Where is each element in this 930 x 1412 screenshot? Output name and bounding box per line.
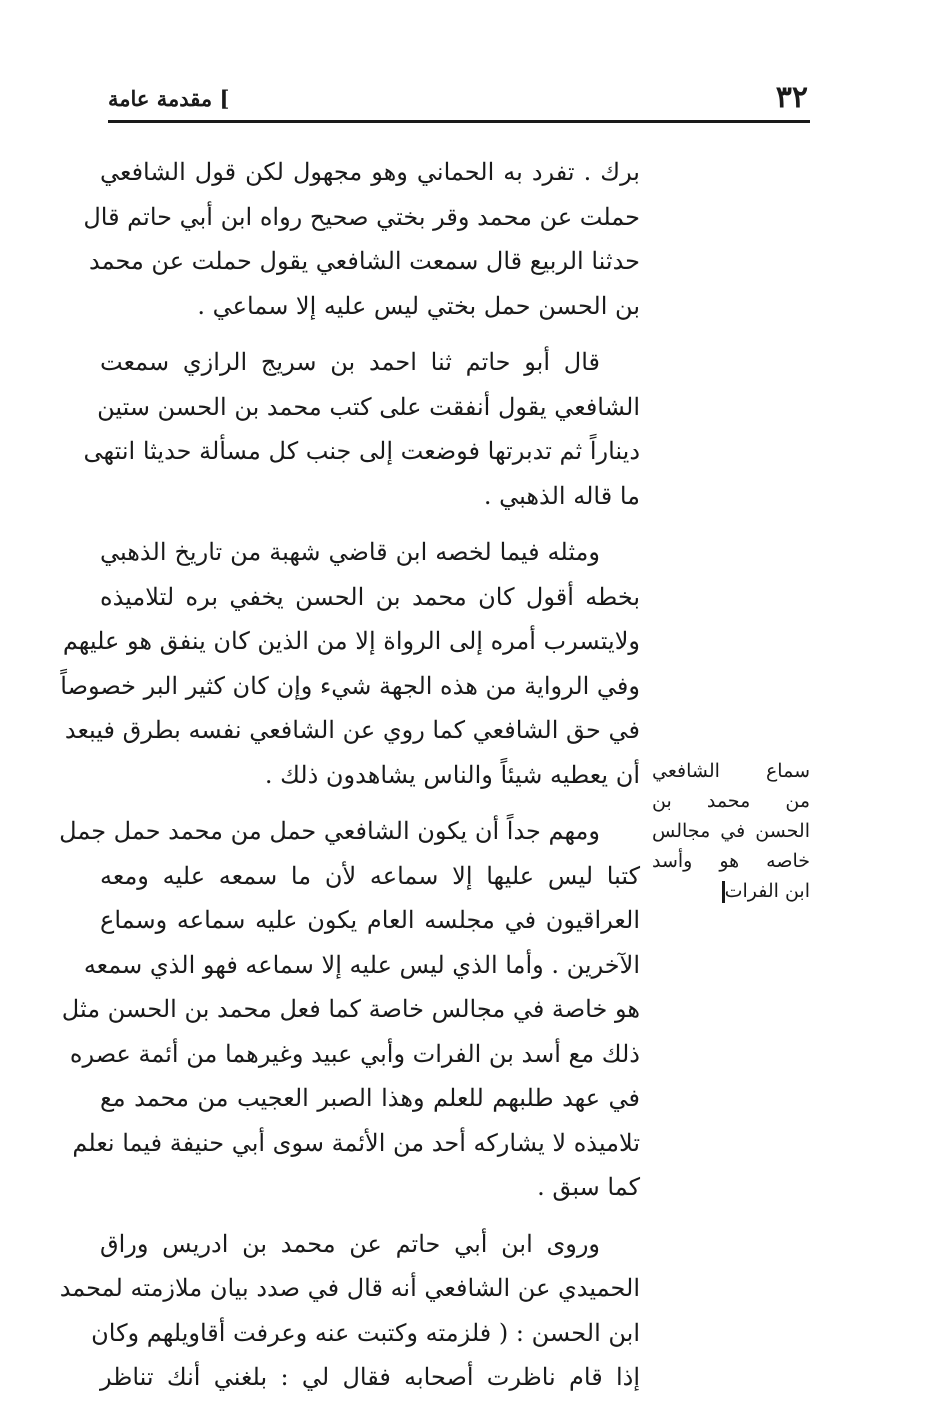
text-line: في عهد طلبهم للعلم وهذا الصبر العجيب من محمد مع: [100, 1084, 640, 1112]
margin-note-line: سماع الشافعي: [652, 760, 810, 782]
running-head: ] مقدمة عامة: [108, 86, 230, 111]
margin-note-line: خاصه هو وأسد: [652, 850, 810, 872]
margin-note-line: من محمد بن: [652, 790, 810, 812]
paragraph-3: [60, 530, 640, 797]
margin-note: [652, 756, 810, 906]
text-line: ما قاله الذهبي .: [483, 481, 640, 510]
text-line: وروى ابن أبي حاتم عن محمد بن ادريس وراق: [100, 1229, 600, 1258]
text-line: حدثنا الربيع قال سمعت الشافعي يقول حملت عن محمد: [88, 247, 640, 275]
page-number: ٣٢: [775, 80, 808, 115]
text-line: ومثله فيما لخصه ابن قاضي شهبة من تاريخ الذهبي: [100, 538, 600, 566]
text-line: ابن الحسن : ( فلزمته وكتبت عنه وعرفت أقاويلهم وكان: [91, 1318, 640, 1347]
text-line: كتبا ليس عليها إلا سماعه لأن ما سمعه عليه ومعه: [100, 861, 640, 890]
paragraph-2: [83, 340, 640, 518]
text-line: العراقيون في مجلسه العام يكون عليه سماعه وسماع: [100, 906, 640, 934]
text-line: برك . تفرد به الحماني وهو مجهول لكن قول الشافعي: [100, 158, 640, 186]
text-line: في حق الشافعي كما روي عن الشافعي نفسه بطرق فيبعد: [64, 716, 640, 744]
text-line: بن الحسن حمل بختي ليس عليه إلا سماعي .: [197, 291, 640, 320]
text-line: بخطه أقول كان محمد بن الحسن يخفي بره لتلاميذه: [100, 582, 640, 611]
text-line: ومهم جداً أن يكون الشافعي حمل من محمد حمل جمل: [59, 817, 600, 845]
margin-note-text: ابن الفرات: [724, 880, 810, 902]
text-line: هو خاصة في مجالس خاصة كما فعل محمد بن الحسن مثل: [61, 995, 640, 1023]
paragraph-4: [59, 809, 640, 1210]
text-line: أن يعطيه شيئاً والناس يشاهدون ذلك .: [264, 760, 640, 789]
text-line: ذلك مع أسد بن الفرات وأبي عبيد وغيرهما من أئمة عصره: [69, 1039, 640, 1068]
margin-note-line-last: [652, 876, 810, 906]
main-text: [59, 150, 640, 1412]
text-line: قال أبو حاتم ثنا احمد بن سريج الرازي سمعت: [100, 348, 600, 376]
text-line: ديناراً ثم تدبرتها فوضعت إلى جنب كل مسألة حديثا انتهى: [83, 437, 640, 465]
text-line: ولايتسرب أمره إلى الرواة إلا من الذين كان ينفق هو عليهم: [62, 627, 640, 655]
text-line: الآخرين . وأما الذي ليس عليه إلا سماعه فهو الذي سمعه: [83, 950, 640, 979]
text-line: حملت عن محمد وقر بختي صحيح رواه ابن أبي حاتم قال: [83, 202, 640, 231]
text-line: تلاميذه لا يشاركه أحد من الأئمة سوى أبي حنيفة فيما نعلم: [72, 1128, 640, 1157]
header-rule: [108, 120, 810, 123]
text-line: الشافعي يقول أنفقت على كتب محمد بن الحسن ستين: [97, 392, 640, 421]
text-line: كما سبق .: [537, 1173, 640, 1201]
text-line: وفي الرواية من هذه الجهة شيء وإن كان كثير البر خصوصاً: [60, 671, 640, 700]
text-line: الحميدي عن الشافعي أنه قال في صدد بيان ملازمته لمحمد: [59, 1274, 640, 1302]
text-line: إذا قام ناظرت أصحابه فقال لي : بلغني أنك تناظر: [100, 1363, 640, 1391]
paragraph-1: [83, 150, 640, 328]
page-header: [108, 78, 808, 122]
margin-note-line: الحسن في مجالس: [652, 820, 810, 842]
